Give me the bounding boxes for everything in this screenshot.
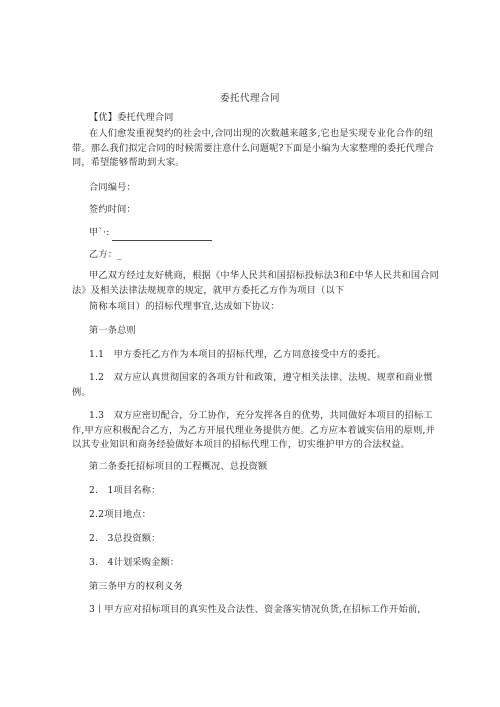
clause-1-1: 1.1 甲方委托乙方作为本项目的招标代理，乙方同意接受中方的委托。 <box>89 349 386 360</box>
clause-2-2: 2.2项目地点： <box>89 509 152 520</box>
contract-number-label: 合同编号： <box>89 182 136 193</box>
party-a-label: 甲`·: <box>89 227 110 238</box>
sign-time-label: 签约时间： <box>89 204 136 215</box>
clause-3-1: 3丨甲方应对招标项目的真实性及合法性、资金落实情况负货,在招标工作开始前, <box>89 604 421 615</box>
document-title: 委托代理合同 <box>219 93 280 104</box>
clause-1-2: 1.2 双方应认真贯彻国家的各项方针和政策，遵守相关法律、法规、规章和商业惯例。 <box>72 372 433 398</box>
clause-2-1: 2. 1项目名称： <box>89 485 161 496</box>
article-1-heading: 第一条总则 <box>89 325 136 336</box>
document-subtitle: 【优】委托代理合同 <box>89 112 174 123</box>
party-b-label: 乙方：_ <box>89 249 122 260</box>
clause-2-3: 2. 3总投资额： <box>89 533 161 544</box>
article-3-heading: 第三条甲方的权利义务 <box>89 581 183 592</box>
preamble-continuation: 简称本项目）的招标代理事宜,达成如下协议： <box>89 301 280 312</box>
party-a-line <box>72 226 440 241</box>
preamble-paragraph: 甲乙双方经过友好桃商，根据《中华人民共和国招标投标法3和£中华人民共和国合同法》及相关法律法规规章的规定，就甲方委托乙方作为项目（以下 <box>72 270 440 296</box>
intro-paragraph: 在人们愈发重视契约的社会中,合同出现的次数越来越多,它也是实现专业化合作的纽带。那么我们拟定合同的时候需要注意什么问题呢?下面是小编为大家整理的委托代理合同，希望能够帮助到大家。 <box>72 128 434 168</box>
party-a-blank <box>112 231 212 241</box>
clause-1-3: 1.3 双方应密切配合，分工协作，充分发挥各自的优势，共同做好本项目的招标工作,甲方应积极配合乙方，为乙方开展代理业务提供方便。乙方应本着诚实信用的原则,并以其专业知识和商务经验做好本项目的招标代理工作，切实维护甲方的合法权益。 <box>72 410 435 450</box>
clause-3-4: 3. 4计划采购金额： <box>89 557 180 568</box>
article-2-heading: 第二条委托招标项目的工程概况、总投资额 <box>89 461 268 472</box>
